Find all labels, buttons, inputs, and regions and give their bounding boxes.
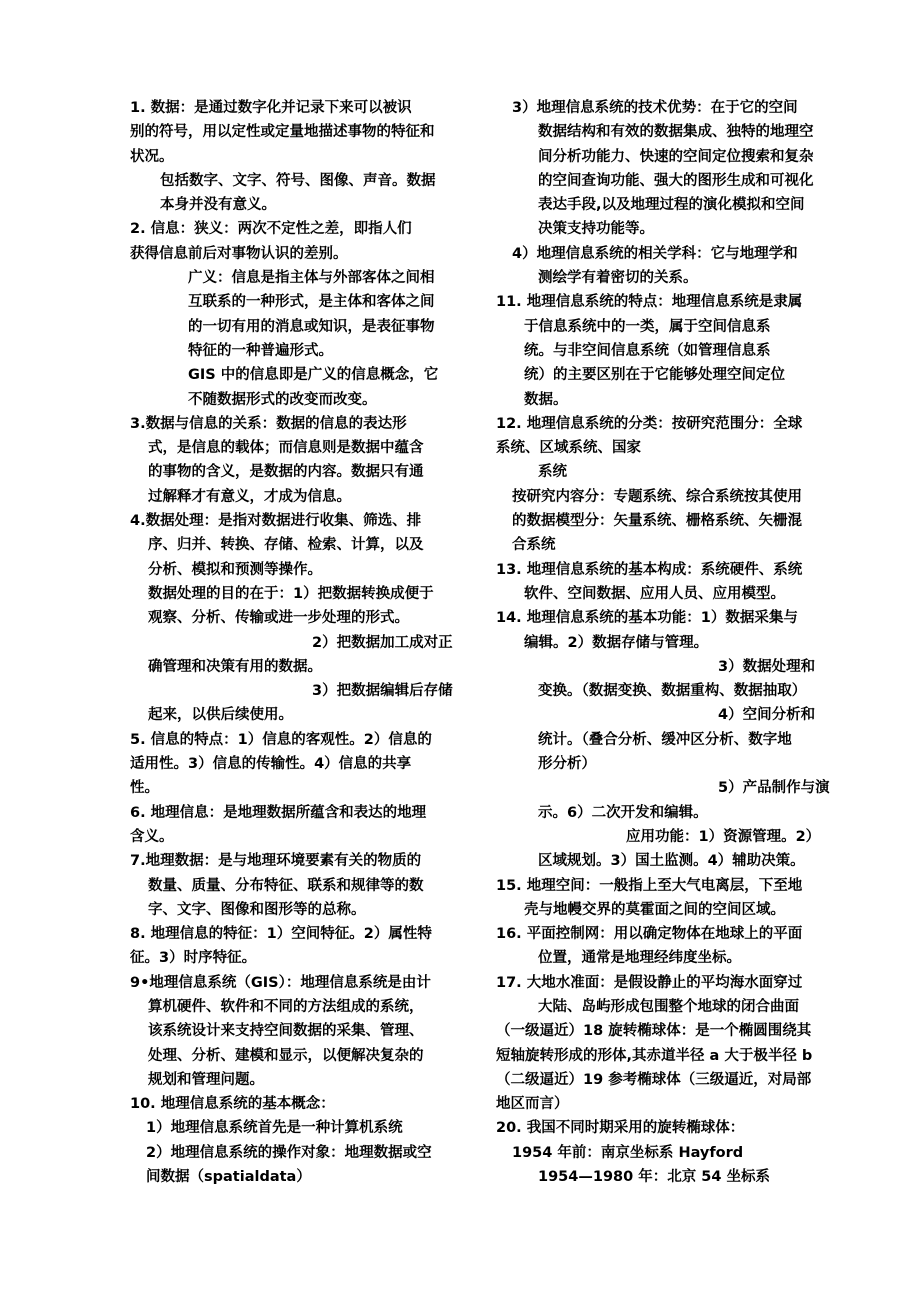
text-line: 8. 地理信息的特征：1）空间特征。2）属性特: [130, 926, 432, 943]
text-line: 1）地理信息系统首先是一种计算机系统: [146, 1120, 403, 1137]
text-line: 含义。: [130, 828, 174, 845]
text-line: 按研究内容分：专题系统、综合系统按其使用: [512, 488, 802, 505]
text-line: 合系统: [512, 537, 556, 554]
text-line: 征。3）时序特征。: [130, 950, 257, 967]
text-line: 2. 信息：狭义：两次不定性之差，即指人们: [130, 221, 412, 238]
text-line: 间数据（spatialdata）: [146, 1169, 311, 1186]
text-line: 规划和管理问题。: [148, 1071, 264, 1088]
text-line: 包括数字、文字、符号、图像、声音。数据: [160, 172, 436, 189]
text-line: 软件、空间数据、应用人员、应用模型。: [524, 585, 785, 602]
text-line: 本身并没有意义。: [160, 197, 276, 214]
text-line: 9•地理信息系统（GIS）：地理信息系统是由计: [130, 974, 431, 991]
text-line: 6. 地理信息：是地理数据所蕴含和表达的地理: [130, 804, 427, 821]
text-line: 该系统设计来支持空间数据的采集、管理、: [148, 1023, 424, 1040]
text-line: （一级逼近）18 旋转椭球体：是一个椭圆围绕其: [496, 1023, 812, 1040]
text-line: 1. 数据：是通过数字化并记录下来可以被识: [130, 100, 412, 116]
text-line: 测绘学有着密切的关系。: [538, 270, 698, 287]
text-line: 17. 大地水准面：是假设静止的平均海水面穿过: [496, 974, 803, 991]
text-line: 10. 地理信息系统的基本概念：: [130, 1096, 335, 1113]
text-line: 位置，通常是地理经纬度坐标。: [538, 950, 741, 967]
text-line: 20. 我国不同时期采用的旋转椭球体：: [496, 1120, 745, 1137]
text-line: 3）把数据编辑后存储: [312, 683, 453, 700]
text-line: 数据处理的目的在于：1）把数据转换成便于: [148, 585, 434, 602]
left-column: [130, 96, 480, 1189]
text-line: 4）空间分析和: [718, 707, 816, 724]
text-line: 起来，以供后续使用。: [148, 707, 293, 724]
text-line: 12. 地理信息系统的分类：按研究范围分：全球: [496, 415, 803, 432]
text-line: 系统、区域系统、国家: [496, 440, 641, 457]
text-line: 数量、质量、分布特征、联系和规律等的数: [148, 877, 424, 894]
text-line: 表达手段,以及地理过程的演化模拟和空间: [538, 197, 805, 214]
text-line: 特征的一种普遍形式。: [188, 342, 333, 359]
text-line: 11. 地理信息系统的特点：地理信息系统是隶属: [496, 294, 803, 311]
text-line: 形分析）: [538, 756, 596, 773]
text-line: 4.数据处理：是指对数据进行收集、筛选、排: [130, 513, 422, 530]
text-line: 处理、分析、建模和显示，以便解决复杂的: [148, 1047, 424, 1064]
text-line: 适用性。3）信息的传输性。4）信息的共享: [130, 756, 412, 773]
text-line: 决策支持功能等。: [538, 221, 654, 238]
text-line: 序、归并、转换、存储、检索、计算，以及: [148, 537, 424, 554]
text-line: 15. 地理空间：一般指上至大气电离层，下至地: [496, 877, 803, 894]
text-line: 14. 地理信息系统的基本功能：1）数据采集与: [496, 610, 798, 627]
text-line: 间分析功能力、快速的空间定位搜索和复杂: [538, 148, 814, 165]
text-line: 5. 信息的特点：1）信息的客观性。2）信息的: [130, 731, 432, 748]
text-line: 短轴旋转形成的形体,其赤道半径 a 大于极半径 b: [496, 1047, 813, 1064]
text-line: 不随数据形式的改变而改变。: [188, 391, 377, 408]
text-line: 式，是信息的载体；而信息则是数据中蕴含: [148, 440, 424, 457]
text-line: 获得信息前后对事物认识的差别。: [130, 245, 348, 262]
text-line: 5）产品制作与演: [718, 780, 830, 797]
text-line: 3）数据处理和: [718, 658, 816, 675]
text-line: 2）把数据加工成对正: [312, 634, 453, 651]
text-line: 7.地理数据：是与地理环境要素有关的物质的: [130, 853, 422, 870]
text-line: 算机硬件、软件和不同的方法组成的系统，: [148, 998, 424, 1015]
text-line: 1954 年前：南京坐标系 Hayford: [512, 1144, 744, 1161]
text-line: 状况。: [130, 148, 174, 165]
text-line: 统。与非空间信息系统（如管理信息系: [524, 342, 771, 359]
text-line: 系统: [538, 464, 567, 481]
text-line: 过解释才有意义，才成为信息。: [148, 488, 351, 505]
text-line: 示。6）二次开发和编辑。: [538, 804, 708, 821]
text-line: 16. 平面控制网：用以确定物体在地球上的平面: [496, 926, 803, 943]
text-line: 分析、模拟和预测等操作。: [148, 561, 322, 578]
text-line: 字、文字、图像和图形等的总称。: [148, 901, 366, 918]
text-line: GIS 中的信息即是广义的信息概念，它: [188, 367, 439, 384]
text-line: 的数据模型分：矢量系统、栅格系统、矢栅混: [512, 513, 802, 530]
text-line: 统计。（叠合分析、缓冲区分析、数字地: [538, 731, 792, 748]
text-line: 观察、分析、传输或进一步处理的形式。: [148, 610, 409, 627]
text-line: 变换。（数据变换、数据重构、数据抽取）: [538, 683, 807, 700]
text-line: 数据结构和有效的数据集成、独特的地理空: [538, 124, 814, 141]
text-line: 互联系的一种形式，是主体和客体之间: [188, 294, 435, 311]
text-line: 壳与地幔交界的莫霍面之间的空间区域。: [524, 901, 785, 918]
text-line: 1954—1980 年：北京 54 坐标系: [538, 1169, 771, 1186]
text-line: 数据。: [524, 391, 568, 408]
text-line: 地区而言）: [496, 1096, 569, 1113]
text-line: 区域规划。3）国土监测。4）辅助决策。: [538, 853, 805, 870]
text-line: （二级逼近）19 参考椭球体（三级逼近，对局部: [496, 1071, 812, 1088]
text-line: 13. 地理信息系统的基本构成：系统硬件、系统: [496, 561, 803, 578]
text-line: 4）地理信息系统的相关学科：它与地理学和: [512, 245, 798, 262]
text-line: 应用功能：1）资源管理。2）: [626, 828, 821, 845]
text-line: 性。: [130, 780, 159, 797]
text-line: 3）地理信息系统的技术优势：在于它的空间: [512, 100, 798, 116]
text-line: 大陆、岛屿形成包围整个地球的闭合曲面: [538, 998, 799, 1015]
text-line: 确管理和决策有用的数据。: [148, 658, 322, 675]
text-line: 2）地理信息系统的操作对象：地理数据或空: [146, 1144, 432, 1161]
text-line: 别的符号，用以定性或定量地描述事物的特征和: [130, 124, 435, 141]
right-column: [496, 96, 856, 1189]
text-line: 统）的主要区别在于它能够处理空间定位: [524, 367, 785, 384]
text-line: 广义：信息是指主体与外部客体之间相: [188, 270, 435, 287]
text-line: 编辑。2）数据存储与管理。: [524, 634, 709, 651]
text-line: 的一切有用的消息或知识，是表征事物: [188, 318, 435, 335]
text-line: 3.数据与信息的关系：数据的信息的表达形: [130, 415, 407, 432]
text-line: 于信息系统中的一类，属于空间信息系: [524, 318, 771, 335]
text-line: 的事物的含义，是数据的内容。数据只有通: [148, 464, 424, 481]
text-line: 的空间查询功能、强大的图形生成和可视化: [538, 172, 814, 189]
